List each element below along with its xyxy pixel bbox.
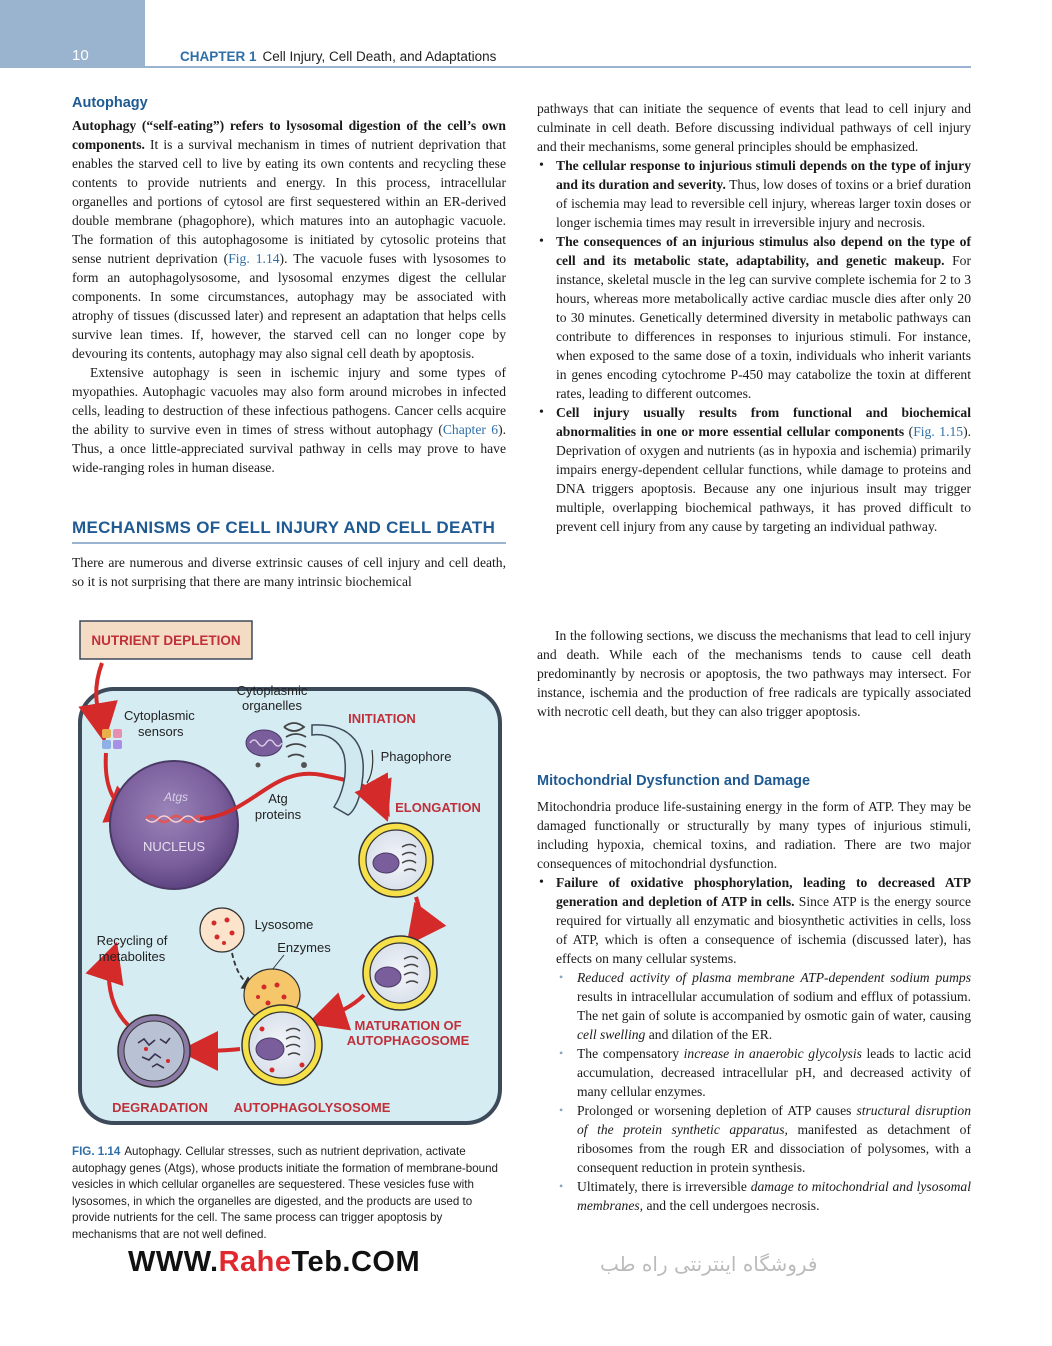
elongation-label: ELONGATION — [395, 800, 481, 815]
list-item: • The compensatory increase in anaerobic glycolysis leads to lactic acid accumulation, decreased intracellular pH, and decreased activity of many cellular enzymes. — [537, 1044, 971, 1101]
nucleus-label: NUCLEUS — [142, 839, 206, 854]
lysosome-label: Lysosome — [254, 917, 314, 932]
autophagy-figure — [72, 615, 512, 1135]
phagophore-label: Phagophore — [380, 749, 452, 764]
atgs-label: Atgs — [163, 790, 189, 804]
persian-watermark: فروشگاه اینترنتی راه طب — [600, 1252, 818, 1276]
arrow-to-degradation — [194, 1049, 240, 1051]
cytoplasmic-sensors-label: Cytoplasmic sensors — [124, 708, 195, 739]
list-item: • Prolonged or worsening depletion of ATP causes structural disruption of the protein synthetic apparatus, manifested as detachment of ribosomes from the rough ER and dissociation of polysomes, with a consequent reduction in protein synthesis. — [537, 1101, 971, 1177]
maturation-label: MATURATION OF AUTOPHAGOSOME — [346, 1018, 470, 1048]
section-rule — [72, 542, 506, 544]
lysosome — [200, 908, 244, 952]
mito-heading: Mitochondrial Dysfunction and Damage — [537, 773, 811, 789]
right-column-top — [537, 99, 971, 536]
autophagolysosome-vesicle — [242, 1005, 322, 1085]
autophagy-paragraph-1 — [72, 116, 506, 363]
enzymes-label: Enzymes — [277, 940, 331, 955]
left-column — [72, 94, 506, 477]
figure-caption — [72, 1144, 506, 1244]
mechanisms-section — [72, 518, 506, 591]
list-item: • Reduced activity of plasma membrane ATP-dependent sodium pumps results in intracellular accumulation of sodium and efflux of potassium. The net gain of solute is accompanied by osmotic gain of water, causing cell swelling and dilation of the ER. — [537, 968, 971, 1044]
fig-1-15-link[interactable]: Fig. 1.15 — [913, 424, 964, 439]
list-item: • The cellular response to injurious stimuli depends on the type of injury and its duration and severity. Thus, low doses of toxins or a brief duration of ischemia may lead to reversible cell injury, whereas larger toxin doses or longer ischemia times may result in irreversible injury and necrosis. — [537, 156, 971, 232]
chapter-6-link[interactable]: Chapter 6 — [442, 422, 499, 437]
list-item: • Failure of oxidative phosphorylation, leading to decreased ATP generation and depletion of ATP in cells. Since ATP is the energy source required for virtually all enzymatic and biosynthetic activities in cells, loss of ATP, which is often a consequence of ischemia (discussed later), has effects on many cellular systems. • Reduced activity of plasma membrane ATP-dependent sodium pumps results in intracellular accumulation of sodium and efflux of potassium. The net gain of solute is accompanied by osmotic gain of water, causing cell swelling and dilation of the ER. • The compensatory increase in anaerobic glycolysis leads to lactic acid accumulation, decreased intracellular pH, and decreased activity of many cellular enzymes. • Prolonged or worsening depletion of ATP causes structural disruption of the protein synthetic apparatus, manifested as detachment of ribosomes from the rough ER and dissociation of polysomes, with a consequent reduction in protein synthesis. • Ultimately, there is irreversible damage to mitochondrial and lysosomal membranes, and the cell undergoes necrosis. — [537, 873, 971, 1215]
cytoplasmic-organelles-label: Cytoplasmic organelles — [236, 683, 308, 713]
section-heading: MECHANISMS OF CELL INJURY AND CELL DEATH — [72, 518, 496, 537]
autophagy-paragraph-2 — [72, 363, 506, 477]
intro-paragraph: pathways that can initiate the sequence of events that lead to cell injury and culminate in cell death. Before discussing individual pathways of cell injury and their mechanisms, some general principles should be emphasized. — [537, 101, 971, 154]
nucleus — [110, 761, 238, 889]
nutrient-depletion-label: NUTRIENT DEPLETION — [91, 633, 241, 648]
figure-caption-text: Autophagy. Cellular stresses, such as nutrient deprivation, activate autophagy genes (Atgs), whose products initiate the formation of membrane-bound vesicles in which cellular organelles are sequestered. These vesicles fuse with lysosomes, in which the organelles are digested, and the products are used to provide nutrients for the cell. The same process can trigger apoptosis by mechanisms that are not well defined. — [72, 1145, 498, 1241]
chapter-title: Cell Injury, Cell Death, and Adaptations — [262, 49, 497, 64]
recycling-label: Recycling of metabolites — [96, 933, 168, 964]
autophagy-text-2b: ). Thus, a once little-appreciated survival pathway in cells may prove to have wide-ranging roles in human disease. — [72, 422, 506, 475]
principles-list — [537, 156, 971, 536]
degradation-vesicle — [118, 1015, 190, 1087]
section-intro: There are numerous and diverse extrinsic causes of cell injury and cell death, so it is not surprising that there are many intrinsic biochemical — [72, 555, 506, 589]
autophagy-heading: Autophagy — [72, 95, 148, 111]
page-number: 10 — [72, 47, 89, 64]
site-watermark: WWW.RaheTeb.COM — [128, 1246, 421, 1278]
header-rule — [145, 66, 971, 68]
running-header — [180, 49, 496, 64]
mito-paragraph: Mitochondria produce life-sustaining energy in the form of ATP. They may be damaged functionally or structurally by many types of injurious stimuli, including hypoxia, chemical toxins, and radiation. There are two major consequences of mitochondrial dysfunction. — [537, 799, 971, 871]
list-item: • Cell injury usually results from functional and biochemical abnormalities in one or more essential cellular components (Fig. 1.15). Deprivation of oxygen and nutrients (as in hypoxia and ischemia) primarily impairs energy-dependent cellular functions, while damage to proteins and DNA triggers apoptosis. Because any one injurious insult may trigger multiple, overlapping biochemical pathways, it has proved difficult to prevent cell injury from any cause by targeting an individual pathway. — [537, 403, 971, 536]
mito-section — [537, 772, 971, 1215]
autophagy-text-1b: ). The vacuole fuses with lysosomes to form an autophagolysosome, and lysosomal enzymes digest the cellular components. In some circumstances, autophagy may be associated with atrophy of tissues (discussed later) and represent an adaptation that helps cells survive lean times. If, however, the starved cell can no longer cope by devouring its contents, autophagy may also signal cell death by apoptosis. — [72, 251, 507, 361]
chapter-label: CHAPTER 1 — [180, 49, 257, 64]
atg-proteins-label: Atg proteins — [254, 791, 302, 822]
fig-1-14-link[interactable]: Fig. 1.14 — [228, 251, 280, 266]
right-column-following — [537, 626, 971, 721]
autophagy-text-2a: Extensive autophagy is seen in ischemic injury and some types of myopathies. Autophagic vacuoles may also form around microbes in infected cells, leading to destruction of these infectious pathogens. Cancer cells acquire the ability to survive even in times of stress without autophagy ( — [72, 365, 506, 437]
degradation-label: DEGRADATION — [112, 1100, 208, 1115]
following-paragraph: In the following sections, we discuss the mechanisms that lead to cell injury and death. While each of the mechanisms tends to cause cell death predominantly by necrosis or apoptosis, the two pathways may intersect. For instance, ischemia and the production of free radicals are typically associated with necrotic cell death, but they can also trigger apoptosis. — [537, 628, 971, 719]
autophagolysosome-label: AUTOPHAGOLYSOSOME — [233, 1100, 391, 1115]
mito-sublist — [537, 968, 971, 1215]
elongation-vesicle — [359, 823, 433, 897]
autophagy-definition: Autophagy (“self-eating”) refers to lysosomal digestion of the cell’s own components. — [72, 118, 506, 152]
autophagosome-vesicle — [363, 936, 437, 1010]
initiation-label: INITIATION — [348, 711, 416, 726]
list-item: • Ultimately, there is irreversible damage to mitochondrial and lysosomal membranes, and the cell undergoes necrosis. — [537, 1177, 971, 1215]
mito-list — [537, 873, 971, 1215]
list-item: • The consequences of an injurious stimulus also depend on the type of cell and its metabolic state, adaptability, and genetic makeup. For instance, skeletal muscle in the leg can survive complete ischemia for 2 to 3 hours, whereas more metabolically active cardiac muscle dies after only 20 to 30 minutes. Genetically determined diversity in metabolic pathways can contribute to differences in responses to injurious stimuli. For instance, when exposed to the same dose of a toxin, individuals who inherit variants in genes encoding cytochrome P-450 may catabolize the toxin at different rates, leading to different outcomes. — [537, 232, 971, 403]
figure-caption-label: FIG. 1.14 — [72, 1145, 121, 1158]
autophagy-text-1a: It is a survival mechanism in times of nutrient deprivation that enables the starved cell to live by eating its own contents and recycling these contents to provide nutrients and energy. In this process, intracellular organelles and portions of cytosol are first sequestered within an ER-derived double membrane (phagophore), which matures into an autophagic vacuole. The formation of this autophagosome is initiated by cytosolic proteins that sense nutrient deprivation ( — [72, 137, 506, 266]
